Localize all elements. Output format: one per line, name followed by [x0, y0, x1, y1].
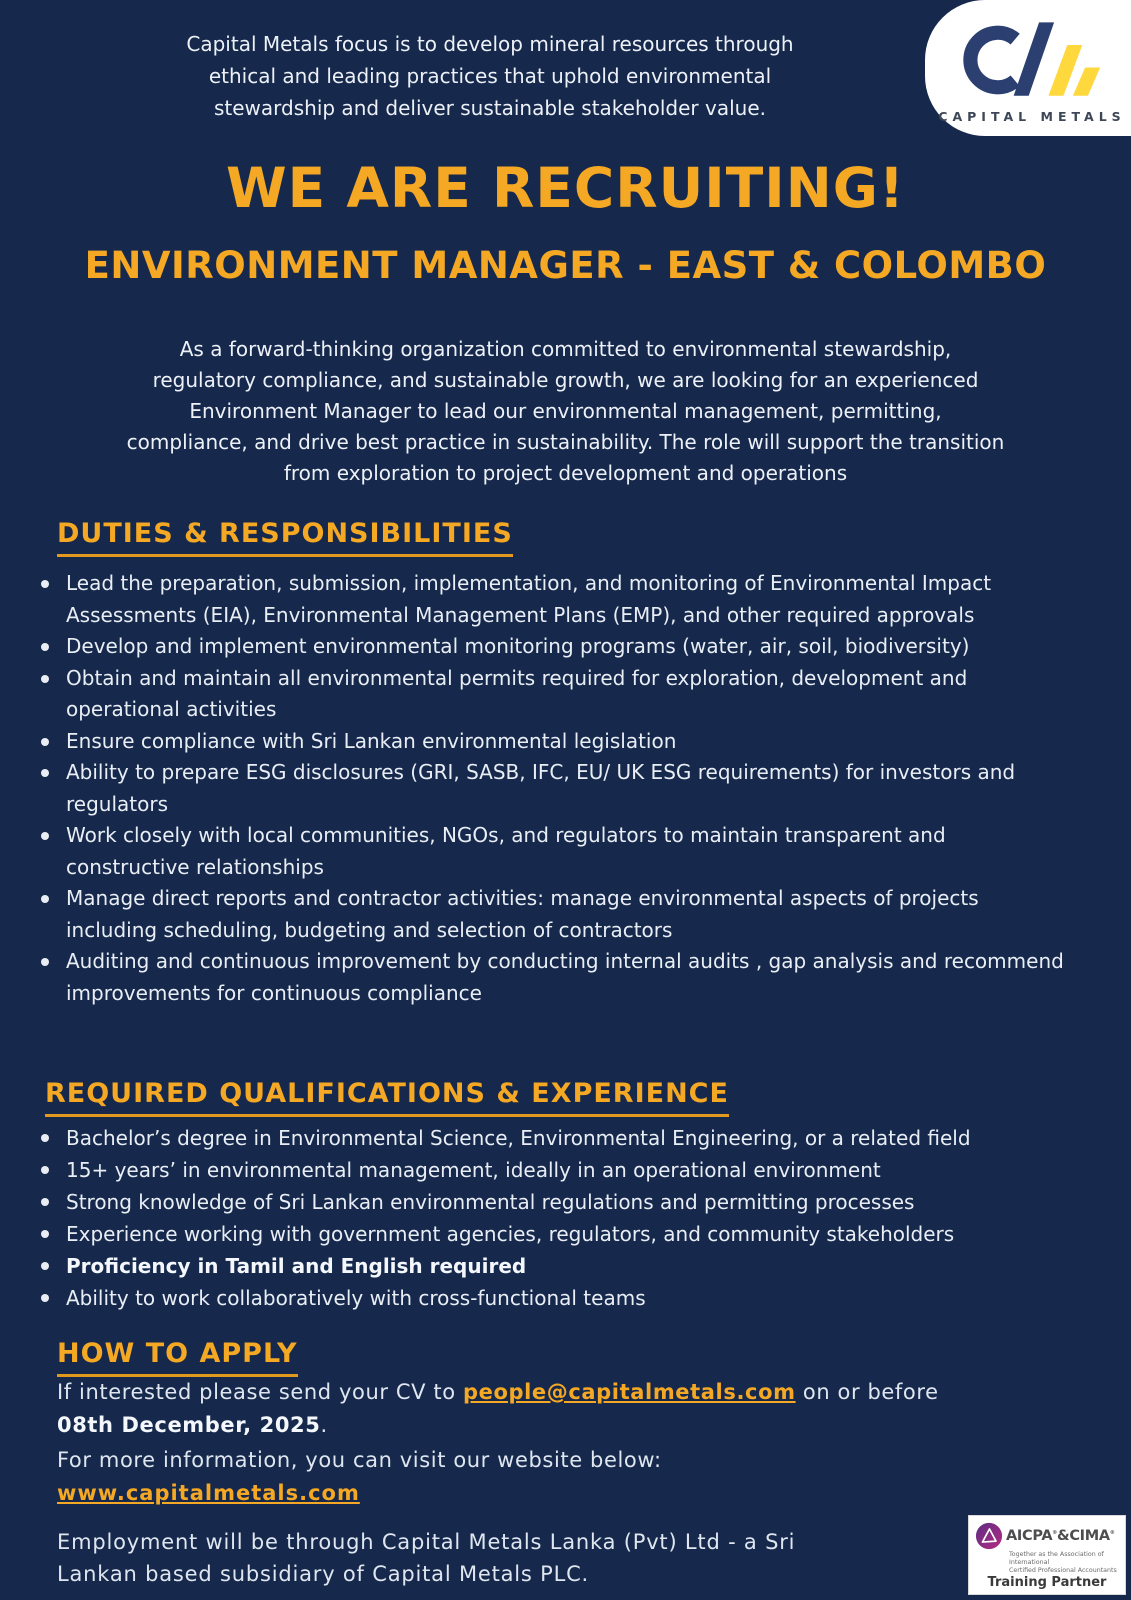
tagline-line: Capital Metals focus is to develop mineral resources through — [186, 32, 794, 56]
aicpa-word: AICPA — [1006, 1528, 1053, 1544]
more-info-text: For more information, you can visit our website below: — [57, 1448, 662, 1472]
aicpa-cima-badge — [968, 1515, 1126, 1595]
apply-text-suffix: on or before — [795, 1380, 939, 1404]
intro-line: As a forward-thinking organization committed to environmental stewardship, — [179, 337, 952, 361]
recruiting-headline: WE ARE RECRUITING! — [225, 156, 906, 220]
deadline-period: . — [320, 1413, 328, 1437]
intro-line: Environment Manager to lead our environmental management, permitting, — [189, 399, 942, 423]
duty-item: Ability to prepare ESG disclosures (GRI, SASB, IFC, EU/ UK ESG requirements) for investors and regulators — [28, 757, 1066, 820]
duty-item: Ensure compliance with Sri Lankan environmental legislation — [28, 726, 1066, 758]
duty-item: Develop and implement environmental monitoring programs (water, air, soil, biodiversity) — [28, 631, 1066, 663]
website-link[interactable]: www.capitalmetals.com — [57, 1481, 360, 1505]
registered-mark: ® — [1052, 1530, 1057, 1537]
duty-item: Lead the preparation, submission, implementation, and monitoring of Environmental Impact Assessments (EIA), Environmental Management Plans (EMP), and other required approvals — [28, 568, 1066, 631]
duties-list — [28, 568, 1066, 1009]
aicpa-tagline — [975, 1551, 1119, 1575]
aicpa-tagline-line: Certified Professional Accountants — [1009, 1566, 1117, 1574]
email-link[interactable]: people@capitalmetals.com — [462, 1380, 796, 1404]
apply-text-prefix: If interested please send your CV to — [57, 1380, 463, 1404]
aicpa-tagline-line: Together as the Association of International — [1009, 1550, 1104, 1566]
employment-note: Employment will be through Capital Metals Lanka (Pvt) Ltd - a Sri Lankan based subsidiary of Capital Metals PLC. — [57, 1530, 796, 1586]
aicpa-brand-text — [1006, 1528, 1115, 1544]
website-line — [57, 1481, 360, 1505]
ampersand: & — [1056, 1528, 1070, 1544]
duty-item: Auditing and continuous improvement by conducting internal audits , gap analysis and recommend improvements for continuous compliance — [28, 946, 1066, 1009]
role-title: ENVIRONMENT MANAGER - EAST & COLOMBO — [84, 244, 1047, 287]
qualification-item: Experience working with government agencies, regulators, and community stakeholders — [28, 1218, 1066, 1250]
qualification-item: 15+ years’ in environmental management, ideally in an operational environment — [28, 1154, 1066, 1186]
capital-metals-logo-icon — [954, 13, 1110, 107]
tagline-line: ethical and leading practices that uphold environmental — [208, 64, 772, 88]
duties-heading: DUTIES & RESPONSIBILITIES — [57, 518, 513, 557]
qualification-item: Proficiency in Tamil and English required — [28, 1250, 1066, 1282]
duty-item: Manage direct reports and contractor activities: manage environmental aspects of projects including scheduling, budgeting and selection of contractors — [28, 883, 1066, 946]
capital-metals-logo — [925, 0, 1131, 136]
qualification-item: Ability to work collaboratively with cross-functional teams — [28, 1282, 1066, 1314]
aicpa-brand-row — [975, 1522, 1119, 1550]
qualification-item: Bachelor’s degree in Environmental Science, Environmental Engineering, or a related field — [28, 1122, 1066, 1154]
application-deadline: 08th December, 2025 — [57, 1413, 321, 1437]
registered-mark: ® — [1109, 1530, 1115, 1537]
duty-item: Obtain and maintain all environmental permits required for exploration, development and operational activities — [28, 663, 1066, 726]
how-to-apply-heading: HOW TO APPLY — [57, 1338, 298, 1377]
intro-line: regulatory compliance, and sustainable growth, we are looking for an experienced — [152, 368, 979, 392]
qualification-item: Strong knowledge of Sri Lankan environmental regulations and permitting processes — [28, 1186, 1066, 1218]
company-tagline — [60, 28, 920, 124]
training-partner-label: Training Partner — [987, 1575, 1107, 1590]
tagline-line: stewardship and deliver sustainable stakeholder value. — [213, 96, 766, 120]
apply-line-1 — [57, 1376, 1067, 1409]
capital-metals-logo-text: CAPITAL METALS — [938, 108, 1126, 124]
apply-deadline-line — [57, 1409, 1067, 1442]
qualifications-heading: REQUIRED QUALIFICATIONS & EXPERIENCE — [45, 1078, 729, 1117]
intro-line: compliance, and drive best practice in sustainability. The role will support the transition — [126, 430, 1005, 454]
qualifications-list — [28, 1122, 1066, 1314]
apply-instructions — [57, 1376, 1067, 1442]
cima-word: CIMA — [1069, 1528, 1110, 1544]
intro-paragraph — [40, 334, 1091, 489]
aicpa-cima-logo-icon — [975, 1522, 1003, 1550]
intro-line: from exploration to project development and operations — [283, 461, 848, 485]
duty-item: Work closely with local communities, NGOs, and regulators to maintain transparent and constructive relationships — [28, 820, 1066, 883]
